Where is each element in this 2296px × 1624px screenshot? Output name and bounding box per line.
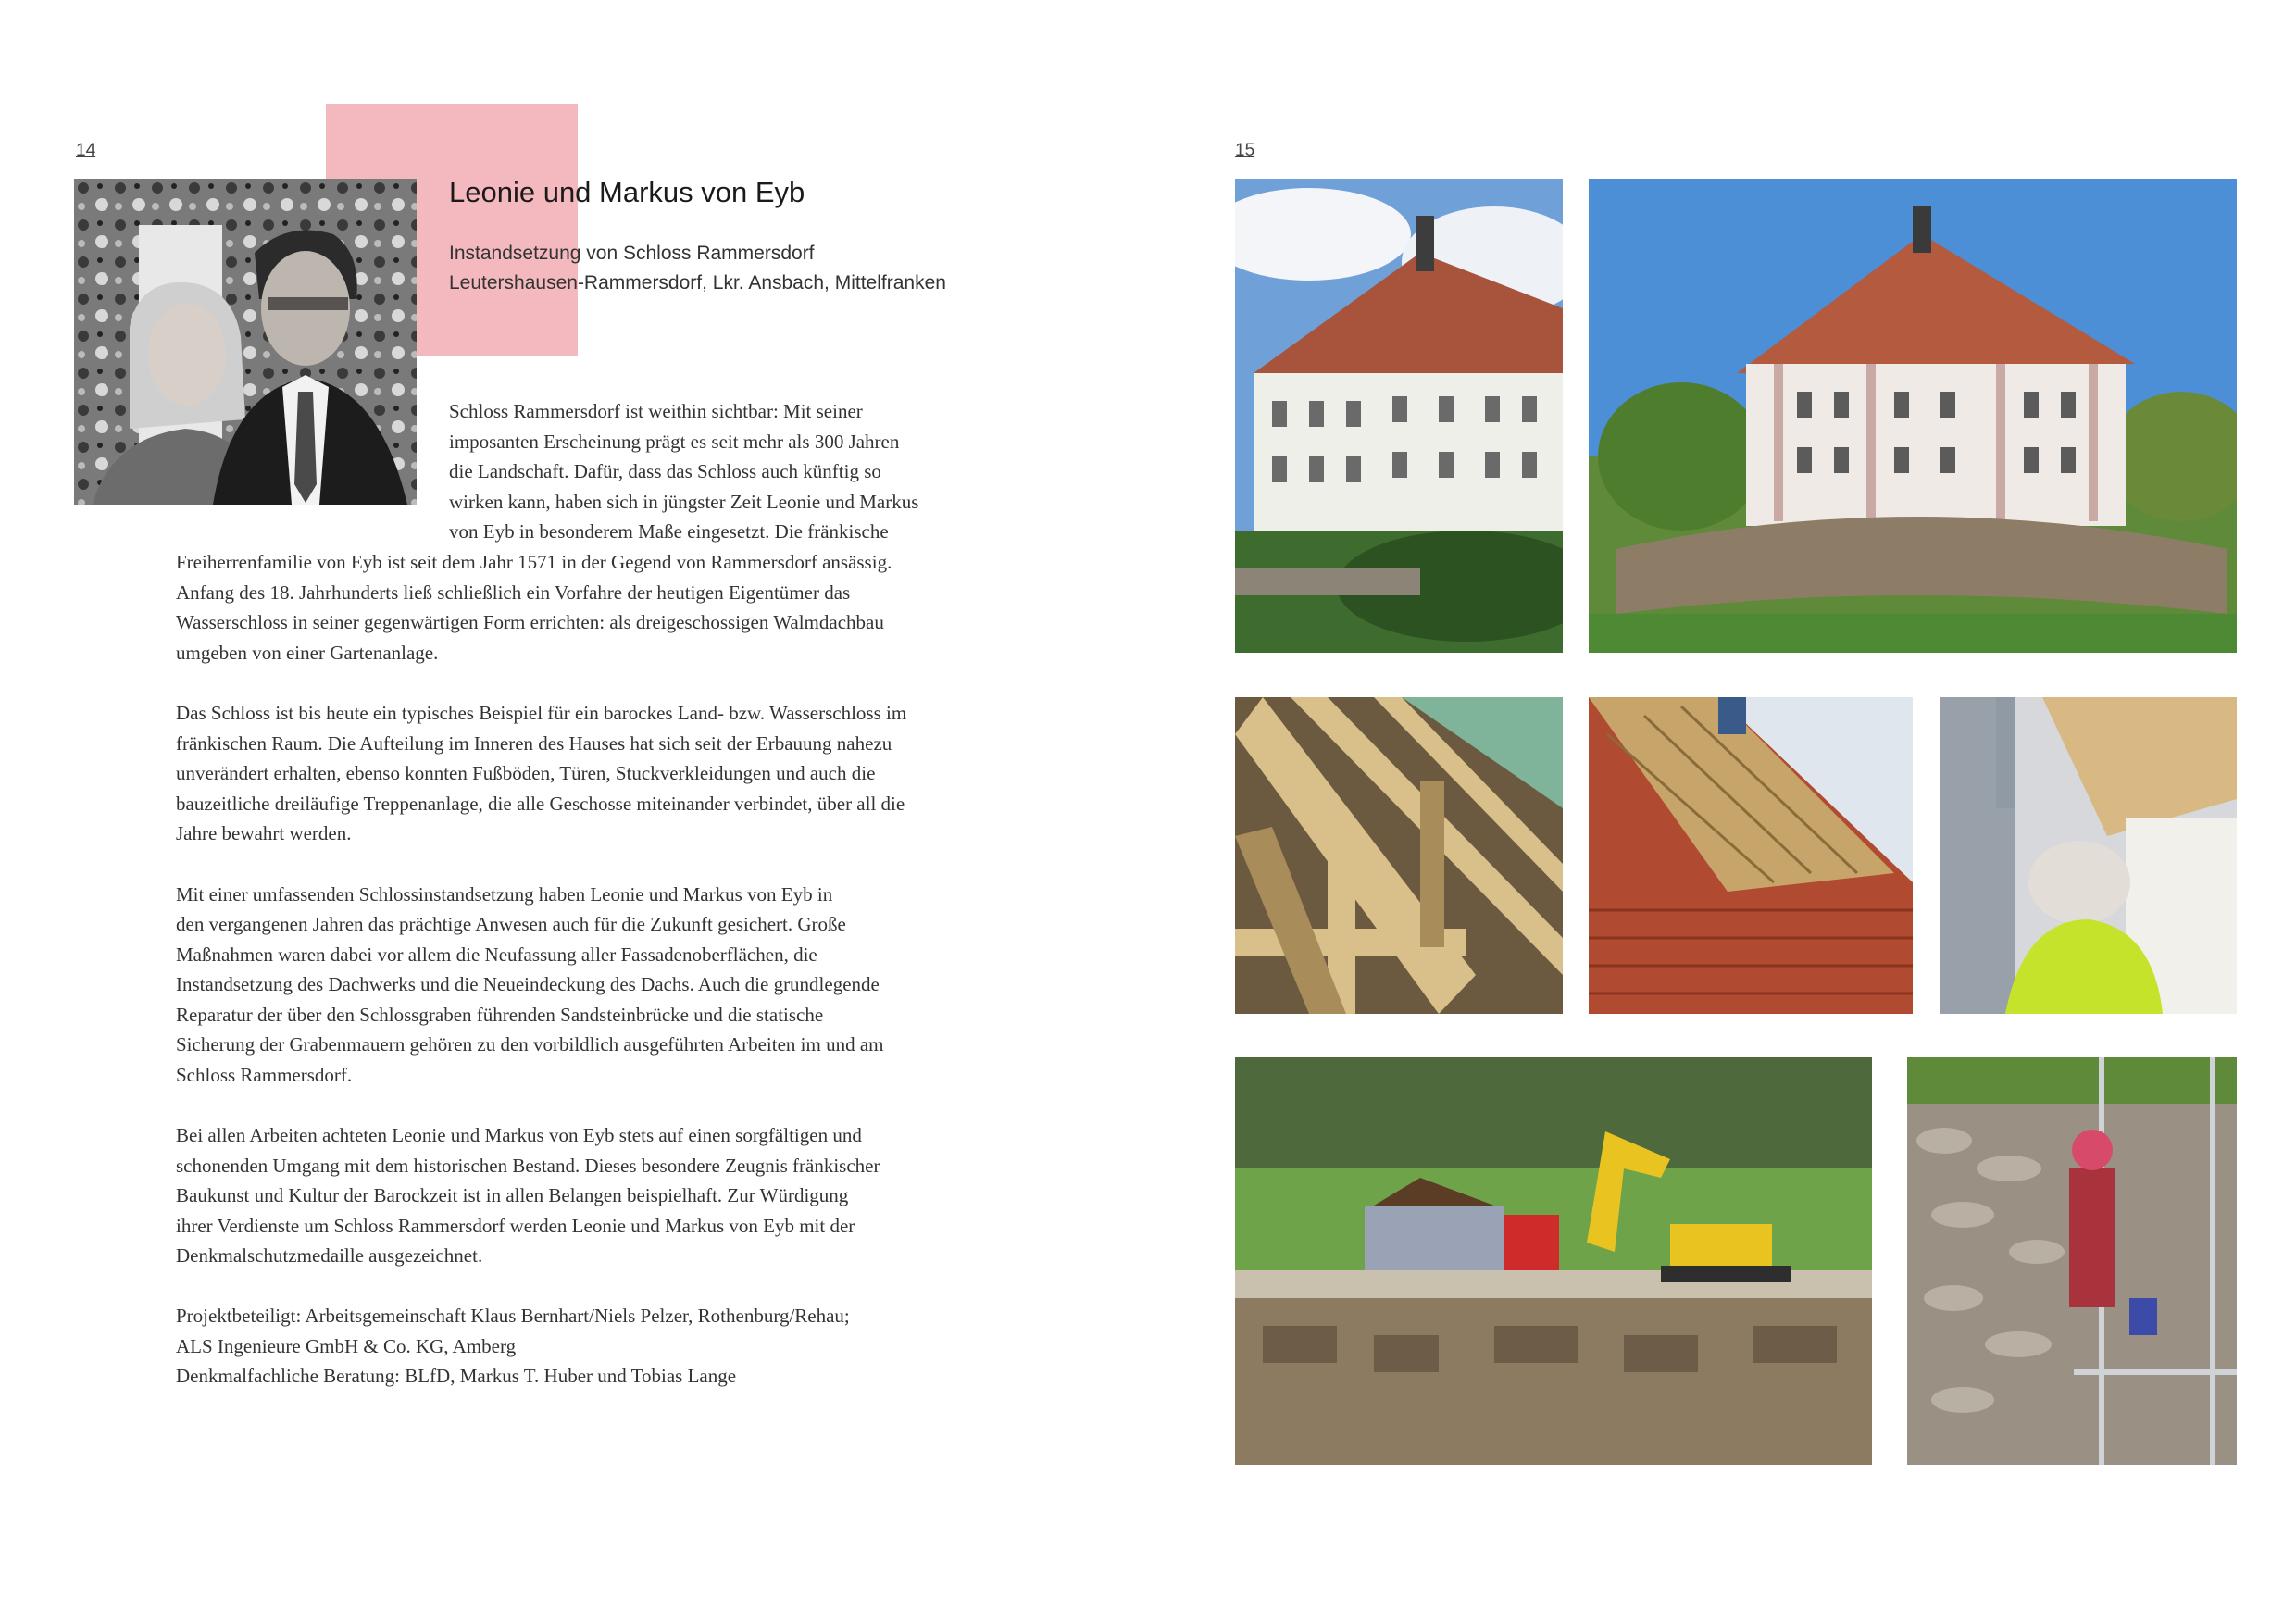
text-line: schonenden Umgang mit dem historischen Bestand. Dieses besondere Zeugnis fränkischer xyxy=(176,1155,880,1177)
page-number-right: 15 xyxy=(1235,141,1255,160)
text-line: Projektbeteiligt: Arbeitsgemeinschaft Klaus Bernhart/Niels Pelzer, Rothenburg/Rehau; xyxy=(176,1305,850,1327)
text-line: imposanten Erscheinung prägt es seit mehr als 300 Jahren xyxy=(449,431,900,453)
text-line: unverändert erhalten, ebenso konnten Fußböden, Türen, Stuckverkleidungen und auch die xyxy=(176,762,876,784)
text-line: die Landschaft. Dafür, dass das Schloss auch künftig so xyxy=(449,460,881,482)
castle-photo-wide xyxy=(1589,179,2237,653)
text-line: von Eyb in besonderem Maße eingesetzt. Die fränkische xyxy=(449,520,889,543)
facade-worker-photo xyxy=(1940,697,2237,1014)
text-line: Anfang des 18. Jahrhunderts ließ schließlich ein Vorfahre der heutigen Eigentümer das xyxy=(176,581,851,604)
text-line: Schloss Rammersdorf. xyxy=(176,1064,353,1086)
subtitle-line: Instandsetzung von Schloss Rammersdorf xyxy=(449,243,815,264)
text-line: den vergangenen Jahren das prächtige Anwesen auch für die Zukunft gesichert. Große xyxy=(176,913,846,935)
text-line: Jahre bewahrt werden. xyxy=(176,822,352,844)
text-line: fränkischen Raum. Die Aufteilung im Inneren des Hauses hat sich seit der Erbauung nahezu xyxy=(176,732,892,755)
text-line: Bei allen Arbeiten achteten Leonie und Markus von Eyb stets auf einen sorgfältigen und xyxy=(176,1124,862,1146)
text-line: Denkmalschutzmedaille ausgezeichnet. xyxy=(176,1244,483,1267)
text-line: umgeben von einer Gartenanlage. xyxy=(176,642,439,664)
roof-truss-photo xyxy=(1235,697,1563,1014)
text-line: Das Schloss ist bis heute ein typisches Beispiel für ein barockes Land- bzw. Wasserschloss im xyxy=(176,702,907,724)
text-line: Freiherrenfamilie von Eyb ist seit dem Jahr 1571 in der Gegend von Rammersdorf ansässig. xyxy=(176,551,892,573)
text-line: ALS Ingenieure GmbH & Co. KG, Amberg xyxy=(176,1335,517,1357)
page-number-left: 14 xyxy=(76,141,96,160)
text-line: Reparatur der über den Schlossgraben führenden Sandsteinbrücke und die statische xyxy=(176,1004,824,1026)
text-line: Wasserschloss in seiner gegenwärtigen Form errichten: als dreigeschossigen Walmdachbau xyxy=(176,611,884,633)
excavator-site-photo xyxy=(1235,1057,1872,1465)
text-line: bauzeitliche dreiläufige Treppenanlage, die alle Geschosse miteinander verbindet, über all die xyxy=(176,793,905,815)
article-title: Leonie und Markus von Eyb xyxy=(449,176,805,208)
text-line: Maßnahmen waren dabei vor allem die Neufassung aller Fassadenoberflächen, die xyxy=(176,943,817,966)
text-line: Baukunst und Kultur der Barockzeit ist in allen Belangen beispielhaft. Zur Würdigung xyxy=(176,1184,849,1206)
stone-wall-photo xyxy=(1907,1057,2237,1465)
text-line: Sicherung der Grabenmauern gehören zu den vorbildlich ausgeführten Arbeiten im und am xyxy=(176,1033,884,1056)
text-line: ihrer Verdienste um Schloss Rammersdorf werden Leonie und Markus von Eyb mit der xyxy=(176,1215,855,1237)
castle-photo-front xyxy=(1235,179,1563,653)
roof-tiles-photo xyxy=(1589,697,1913,1014)
text-line: Denkmalfachliche Beratung: BLfD, Markus T. Huber und Tobias Lange xyxy=(176,1365,737,1387)
portrait-photo xyxy=(74,179,417,505)
text-line: wirken kann, haben sich in jüngster Zeit Leonie und Markus xyxy=(449,491,919,513)
article-subtitle xyxy=(449,239,946,298)
text-line: Instandsetzung des Dachwerks und die Neueindeckung des Dachs. Auch die grundlegende xyxy=(176,973,880,995)
text-line: Mit einer umfassenden Schlossinstandsetzung haben Leonie und Markus von Eyb in xyxy=(176,883,833,906)
text-line: Schloss Rammersdorf ist weithin sichtbar: Mit seiner xyxy=(449,400,863,422)
subtitle-line: Leutershausen-Rammersdorf, Lkr. Ansbach, Mittelfranken xyxy=(449,272,946,294)
